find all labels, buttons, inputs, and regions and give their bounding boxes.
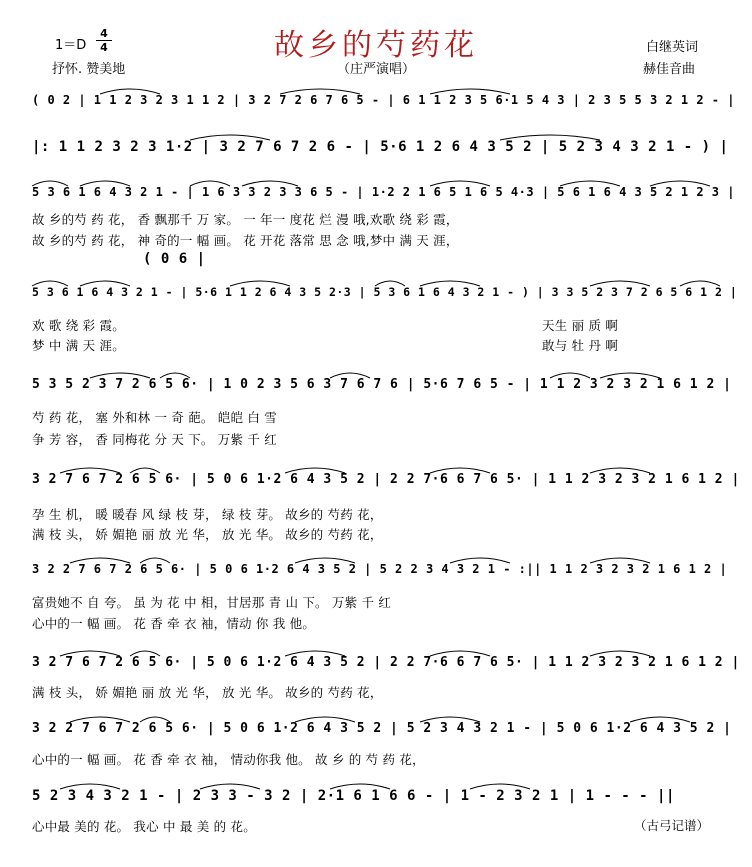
lyric-row-7-verse-2: 心中的一 幅 画。 花 香 牵 衣 袖，情动 你 我 他。: [32, 616, 316, 631]
score-row-9: 3 2 2 7 6 7 2 6 5 6· | 5 0 6 1·2 6 4 3 5 2 | 5 2 3 4 3 2 1 - | 5 0 6 1·2 6 4 3 5 2 |: [32, 721, 732, 736]
score-row-7: 3 2 2 7 6 7 2 6 5 6· | 5 0 6 1·2 6 4 3 5 2 | 5 2 2 3 4 3 2 1 - :|| 1 1 2 3 2 3 2 1 6 1 2 |: [32, 562, 728, 576]
score-row-4: 5 3 6 1 6 4 3 2 1 - | 5·6 1 1 2 6 4 3 5 2·3 | 5 3 6 1 6 4 3 2 1 - ) | 3 3 5 2 3 7 2 6 5 6 1 2 |: [32, 285, 738, 299]
lyric-row-5-verse-1: 芍 药 花， 塞 外和林 一 奇 葩。 皑皑 白 雪: [32, 410, 277, 425]
time-signature-bottom: 4: [100, 41, 108, 54]
lyric-row-3-verse-1: 故 乡的芍 药 花， 香 飘那千 万 家。 一 年一 度花 烂 漫 哦,欢歌 绕 彩 霞，: [32, 212, 459, 227]
lyric-row-3-verse-2: 故 乡的芍 药 花， 神 奇的一 幅 画。 花 开花 落常 思 念 哦,梦中 满 天 涯，: [32, 233, 459, 248]
score-row-5: 5 3 5 2 3 7 2 6 5 6· | 1 0 2 3 5 6 3 7 6 7 6 | 5·6 7 6 5 - | 1 1 2 3 2 3 2 1 6 1 2 |: [32, 377, 732, 392]
composer-credit: 赫佳音曲: [643, 62, 696, 77]
score-row-8: 3 2 7 6 7 2 6 5 6· | 5 0 6 1·2 6 4 3 5 2 | 2 2 7·6 6 7 6 5· | 1 1 2 3 2 3 2 1 6 1 2 |: [32, 655, 740, 670]
lyricist-credit: 白继英词: [646, 40, 699, 55]
lyric-row-4-verse-1-right: 天生 丽 质 啊: [542, 318, 619, 333]
lyric-row-4-verse-2-right: 敢与 牡 丹 啊: [542, 338, 619, 353]
score-row-3: 5 3 6 1 6 4 3 2 1 - | 1 6 3 3 2 3 3 6 5 - | 1·2 2 1 6 5 1 6 5 4·3 | 5 6 1 6 4 3 5 2 1 2 3 |: [32, 185, 735, 199]
lyric-row-7-verse-1: 富贵她不 自 夸。 虽 为 花 中 相，甘居那 青 山 下。 万紫 千 红: [32, 595, 392, 610]
key-signature: 1＝D: [55, 38, 87, 53]
lyric-row-5-verse-2: 争 芳 容， 香 同梅花 分 天 下。 万紫 千 红: [32, 432, 277, 447]
lyric-row-10-verse-1: 心中最 美的 花。 我心 中 最 美 的 花。: [32, 819, 256, 834]
score-row-6: 3 2 7 6 7 2 6 5 6· | 5 0 6 1·2 6 4 3 5 2 | 2 2 7·6 6 7 6 5· | 1 1 2 3 2 3 2 1 6 1 2 |: [32, 472, 740, 487]
lyric-row-4-verse-2: 梦 中 满 天 涯。: [32, 338, 125, 353]
score-row-10: 5 2 3 4 3 2 1 - | 2 3 3 - 3 2 | 2·1 6 1 6 6 - | 1 - 2 3 2 1 | 1 - - - ||: [32, 788, 675, 804]
lyric-row-9-verse-1: 心中的一 幅 画。 花 香 牵 衣 袖， 情动你我 他。 故 乡 的 芍 药 花，: [32, 752, 425, 767]
song-title: 故乡的芍药花: [274, 28, 478, 63]
performance-mood: 抒怀. 赞美地: [52, 62, 126, 77]
time-signature: [96, 28, 112, 53]
pickup-measure: ( 0 6 |: [143, 251, 206, 267]
transcriber-credit: （古弓记谱）: [634, 818, 710, 833]
lyric-row-8-verse-1: 满 枝 头， 娇 媚艳 丽 放 光 华， 放 光 华。 故乡的 芍药 花，: [32, 685, 383, 700]
score-row-1: ( 0 2 | 1 1 2 3 2 3 1 1 2 | 3 2 7 2 6 7 6 5 - | 6 1 1 2 3 5 6·1 5 4 3 | 2 3 5 5 3 2 1 2 - |: [32, 93, 735, 107]
lyric-row-6-verse-1: 孕 生 机， 暖 暖春 风 绿 枝 芽， 绿 枝 芽。 故乡的 芍药 花，: [32, 507, 383, 522]
score-row-2: |: 1 1 2 3 2 3 1·2 | 3 2 7 6 7 2 6 - | 5·6 1 2 6 4 3 5 2 | 5 2 3 4 3 2 1 - ) |: [32, 139, 729, 155]
lyric-row-4-verse-1: 欢 歌 绕 彩 霞。: [32, 318, 125, 333]
singer-credit: （庄严演唱）: [336, 62, 415, 77]
lyric-row-6-verse-2: 满 枝 头， 娇 媚艳 丽 放 光 华， 放 光 华。 故乡的 芍药 花，: [32, 527, 383, 542]
time-signature-top: 4: [100, 27, 108, 40]
